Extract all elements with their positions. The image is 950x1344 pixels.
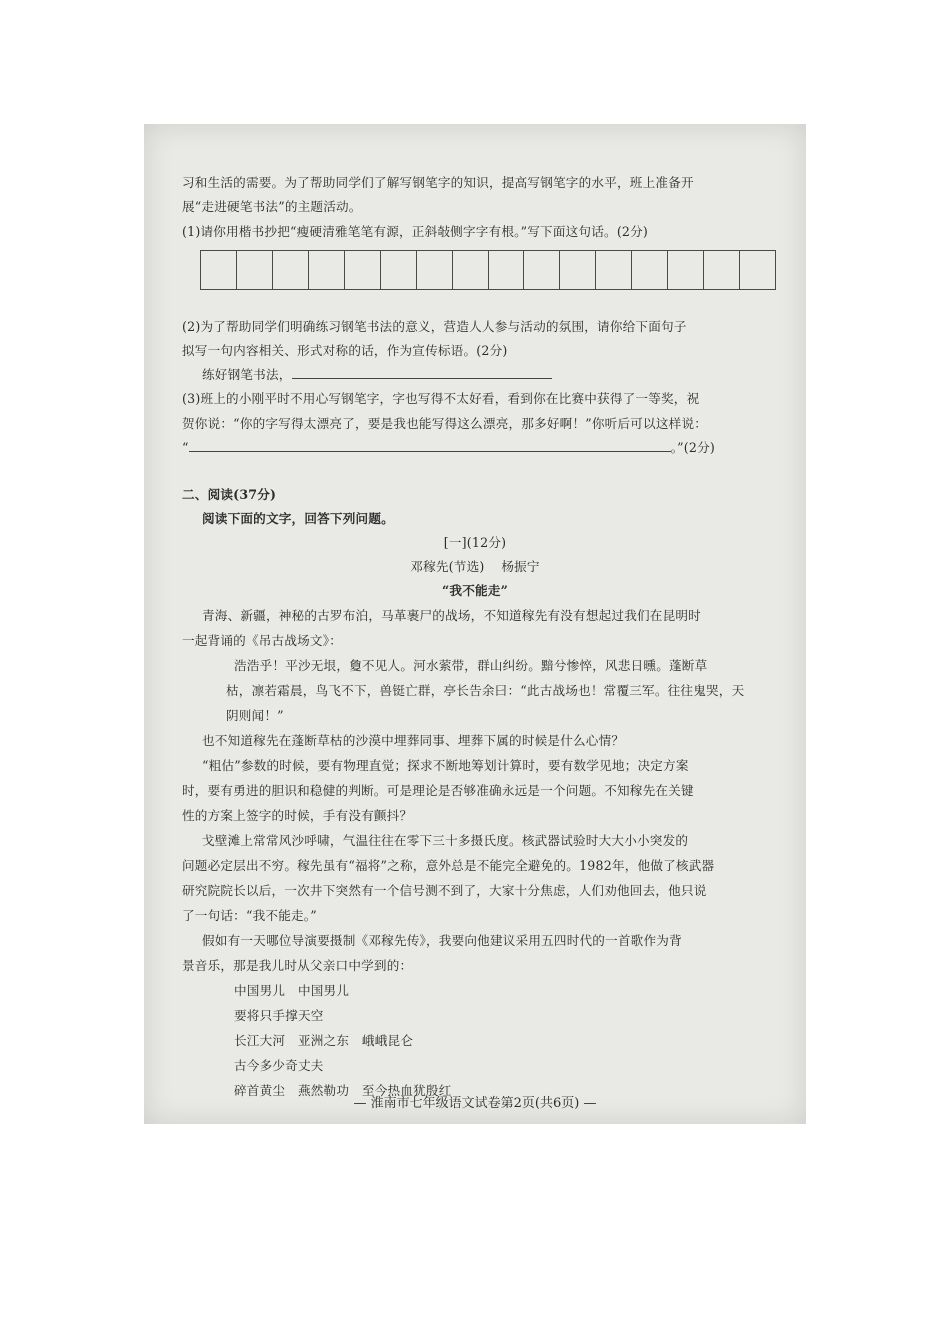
song-line: 中国男儿 中国男儿 xyxy=(234,983,350,998)
reply-open-quote: “ xyxy=(182,440,189,455)
page-footer: — 淮南市七年级语文试卷第2页(共6页) — xyxy=(353,1096,597,1111)
section2-instruction: 阅读下面的文字，回答下列问题。 xyxy=(202,511,394,526)
p4-line4: 了一句话：“我不能走。” xyxy=(182,908,317,923)
p3-line2: 时，要有勇进的胆识和稳健的判断。可是理论是否够准确永远是一个问题。不知稼先在关键 xyxy=(182,783,694,798)
p4-line1: 戈壁滩上常常风沙呼啸，气温往往在零下三十多摄氏度。核武器试验时大大小小突发的 xyxy=(202,833,689,848)
q1-part2-line2: 拟写一句内容相关、形式对称的话，作为宣传标语。(2分) xyxy=(182,343,508,358)
grid-cell[interactable] xyxy=(273,251,309,289)
grid-cell[interactable] xyxy=(524,251,560,289)
grid-cell[interactable] xyxy=(237,251,273,289)
grid-cell[interactable] xyxy=(489,251,525,289)
grid-cell[interactable] xyxy=(309,251,345,289)
grid-cell[interactable] xyxy=(345,251,381,289)
grid-cell[interactable] xyxy=(453,251,489,289)
handwriting-grid[interactable] xyxy=(200,250,776,290)
song-line: 古今多少奇丈夫 xyxy=(234,1058,324,1073)
grid-cell[interactable] xyxy=(668,251,704,289)
reply-answer-blank[interactable] xyxy=(189,451,671,452)
song-line: 要将只手撑天空 xyxy=(234,1008,324,1023)
p3-line3: 性的方案上签字的时候，手有没有颤抖？ xyxy=(182,808,413,823)
grid-cell[interactable] xyxy=(632,251,668,289)
q1-part1: (1)请你用楷书抄把“瘦硬清雅笔笔有源，正斜敧侧字字有根。”写下面这句话。(2分) xyxy=(182,224,649,239)
grid-cell[interactable] xyxy=(596,251,632,289)
p3-line1: “粗估”参数的时候，要有物理直觉；探求不断地筹划计算时，要有数学见地；决定方案 xyxy=(202,758,689,773)
grid-cell[interactable] xyxy=(417,251,453,289)
scanned-exam-page xyxy=(144,124,806,1124)
song-line: 碎首黄尘 燕然勒功 至今热血犹殷红 xyxy=(234,1083,452,1098)
p2: 也不知道稼先在蓬断草枯的沙漠中埋葬同事、埋葬下属的时候是什么心情？ xyxy=(202,733,625,748)
passage-title: 邓稼先(节选) xyxy=(410,559,485,574)
p5-line1: 假如有一天哪位导演要摄制《邓稼先传》，我要向他建议采用五四时代的一首歌作为背 xyxy=(202,933,682,948)
passage-label: [一](12分) xyxy=(443,535,507,550)
q1-part2-line1: (2)为了帮助同学们明确练习钢笔书法的意义，营造人人参与活动的氛围，请你给下面句子 xyxy=(182,319,687,334)
quote-line1: 浩浩乎！平沙无垠，敻不见人。河水萦带，群山纠纷。黯兮惨悴，风悲日曛。蓬断草 xyxy=(234,658,708,673)
slogan-line xyxy=(202,364,552,383)
p1-line1: 青海、新疆，神秘的古罗布泊，马革裹尸的战场，不知道稼先有没有想起过我们在昆明时 xyxy=(202,608,701,623)
section2-heading: 二、阅读(37分) xyxy=(182,487,277,502)
passage-title-line xyxy=(144,556,806,575)
grid-cell[interactable] xyxy=(381,251,417,289)
q1-part3-line1: (3)班上的小刚平时不用心写钢笔字，字也写得不太好看，看到你在比赛中获得了一等奖，祝 xyxy=(182,391,700,406)
reply-close-score: 。”(2分) xyxy=(670,440,716,455)
grid-cell[interactable] xyxy=(560,251,596,289)
quote-line3: 阴则闻！” xyxy=(226,708,284,723)
passage-author: 杨振宁 xyxy=(501,559,540,574)
q1-intro-line2: 展“走进硬笔书法”的主题活动。 xyxy=(182,199,362,214)
reply-line xyxy=(182,437,715,456)
grid-cell[interactable] xyxy=(201,251,237,289)
q1-part3-line2: 贺你说：“你的字写得太漂亮了，要是我也能写得这么漂亮，那多好啊！”你听后可以这样说： xyxy=(182,416,708,431)
p4-line2: 问题必定层出不穷。稼先虽有“福将”之称，意外总是不能完全避免的。1982年，他做了核武器 xyxy=(182,858,715,873)
p4-line3: 研究院院长以后，一次井下突然有一个信号测不到了，大家十分焦虑，人们劝他回去，他只说 xyxy=(182,883,707,898)
song-line: 长江大河 亚洲之东 峨峨昆仑 xyxy=(234,1033,414,1048)
passage-subtitle: “我不能走” xyxy=(441,583,509,598)
q1-intro-line1: 习和生活的需要。为了帮助同学们了解写钢笔字的知识，提高写钢笔字的水平，班上准备开 xyxy=(182,175,694,190)
p1-line2: 一起背诵的《吊古战场文》： xyxy=(182,633,343,648)
quote-line2: 枯，凛若霜晨，鸟飞不下，兽铤亡群，亭长告余曰：“此古战场也！常覆三军。往往鬼哭，天 xyxy=(226,683,745,698)
grid-cell[interactable] xyxy=(704,251,740,289)
p5-line2: 景音乐，那是我儿时从父亲口中学到的： xyxy=(182,958,413,973)
slogan-answer-blank[interactable] xyxy=(292,378,552,379)
slogan-prompt: 练好钢笔书法， xyxy=(202,367,292,382)
grid-cell[interactable] xyxy=(740,251,775,289)
